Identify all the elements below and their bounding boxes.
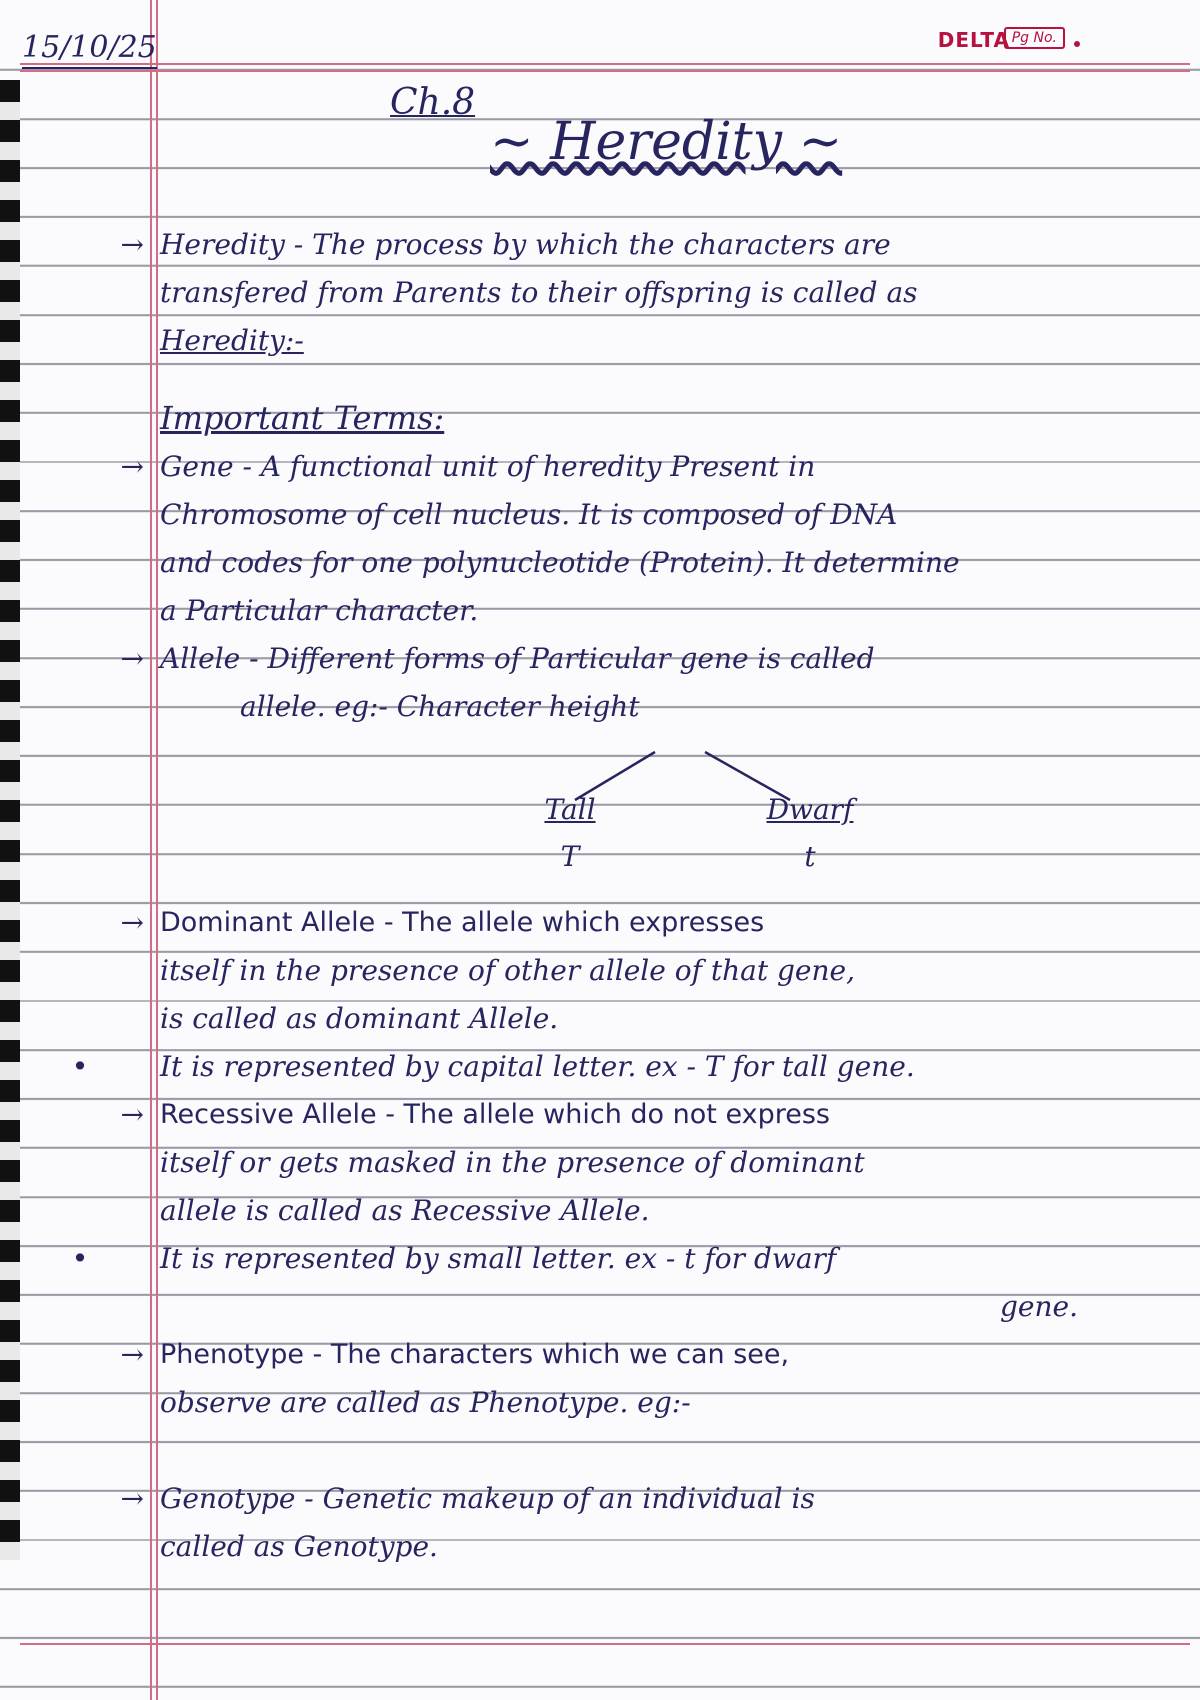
- arrow-icon: →: [120, 905, 144, 939]
- note-line: itself or gets masked in the presence of dominant: [160, 1145, 865, 1179]
- arrow-icon: →: [120, 449, 144, 483]
- note-line: • It is represented by small letter. ex - t for dwarf: [40, 1234, 836, 1282]
- date: 15/10/25: [22, 30, 157, 69]
- bullet-icon: •: [71, 1049, 89, 1083]
- note-line: and codes for one polynucleotide (Protein). It determine: [160, 545, 960, 579]
- arrow-icon: →: [120, 1481, 144, 1515]
- note-line: [40, 1090, 830, 1138]
- note-line: itself in the presence of other allele of that gene,: [160, 953, 855, 987]
- tall-label: Tall: [544, 793, 596, 826]
- note-line: allele is called as Recessive Allele.: [160, 1193, 650, 1227]
- chapter-label: Ch.8: [390, 82, 476, 123]
- page-title: ~ Heredity ~: [490, 112, 843, 172]
- note-line: observe are called as Phenotype. eg:-: [160, 1385, 691, 1419]
- dwarf-label: Dwarf: [766, 793, 854, 826]
- note-line: allele. eg:- Character height: [240, 689, 640, 723]
- note-line: called as Genotype.: [160, 1529, 438, 1563]
- note-line: is called as dominant Allele.: [160, 1001, 559, 1035]
- allele-definition: Allele - Different forms of Particular gene is called: [160, 641, 875, 675]
- heredity-definition: Heredity - The process by which the characters are: [160, 227, 891, 261]
- dominant-allele-definition: Dominant Allele - The allele which expresses: [160, 906, 765, 938]
- tall-symbol: T: [560, 840, 580, 873]
- page-number-box: Pg No.: [1004, 27, 1065, 49]
- phenotype-definition: Phenotype - The characters which we can see,: [160, 1338, 790, 1370]
- arrow-icon: →: [120, 1097, 144, 1131]
- note-line: [40, 1330, 789, 1378]
- brand-logo: DELTA: [937, 28, 1010, 52]
- note-line: a Particular character.: [160, 593, 479, 627]
- recessive-allele-definition: Recessive Allele - The allele which do not express: [160, 1098, 830, 1130]
- bullet-icon: •: [71, 1241, 89, 1275]
- dwarf-symbol: t: [804, 840, 816, 873]
- genotype-definition: Genotype - Genetic makeup of an individual is: [160, 1481, 815, 1515]
- note-line: Chromosome of cell nucleus. It is composed of DNA: [160, 497, 898, 531]
- arrow-icon: →: [120, 1337, 144, 1371]
- gene-definition: Gene - A functional unit of heredity Present in: [160, 449, 816, 483]
- note-line: transfered from Parents to their offspring is called as: [160, 275, 918, 309]
- arrow-icon: →: [120, 227, 144, 261]
- arrow-icon: →: [120, 641, 144, 675]
- note-line: gene.: [1000, 1289, 1078, 1323]
- note-line: [40, 1474, 815, 1522]
- section-heading: Important Terms:: [160, 399, 445, 437]
- note-line: Heredity:-: [160, 323, 304, 357]
- note-line: [40, 898, 764, 946]
- note-line: • It is represented by capital letter. ex - T for tall gene.: [40, 1042, 915, 1090]
